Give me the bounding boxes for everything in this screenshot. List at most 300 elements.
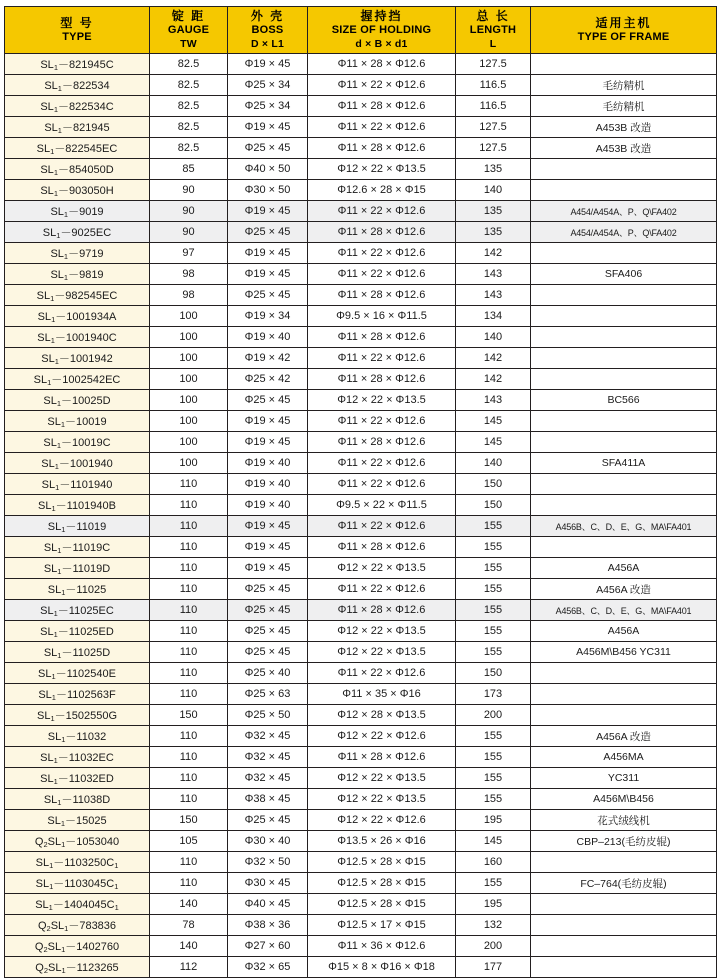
cell-frame: A454/A454A、P、Q\FA402 (531, 201, 717, 222)
cell-gauge: 100 (150, 306, 228, 327)
cell-gauge: 110 (150, 642, 228, 663)
cell-gauge: 140 (150, 936, 228, 957)
cell-holding: Φ11 × 28 × Φ12.6 (308, 600, 456, 621)
cell-frame: A456B、C、D、E、G、MA\FA401 (531, 600, 717, 621)
cell-length: 142 (456, 369, 531, 390)
cell-holding: Φ12 × 28 × Φ13.5 (308, 705, 456, 726)
cell-holding: Φ11 × 28 × Φ12.6 (308, 96, 456, 117)
cell-frame: FC–764(毛纺皮辊) (531, 873, 717, 894)
cell-holding: Φ11 × 28 × Φ12.6 (308, 327, 456, 348)
cell-frame (531, 411, 717, 432)
cell-boss: Φ19 × 45 (228, 537, 308, 558)
column-header-length (456, 7, 531, 54)
cell-holding: Φ12 × 22 × Φ13.5 (308, 558, 456, 579)
cell-frame: 毛纺精机 (531, 75, 717, 96)
cell-length: 142 (456, 243, 531, 264)
cell-boss: Φ19 × 40 (228, 495, 308, 516)
specification-table (4, 6, 717, 978)
cell-frame (531, 495, 717, 516)
cell-frame (531, 54, 717, 75)
cell-length: 150 (456, 495, 531, 516)
table-row (5, 285, 717, 306)
cell-type: $SL_1-11019D$ (5, 558, 150, 579)
cell-boss: Φ19 × 45 (228, 201, 308, 222)
cell-frame: A456A 改造 (531, 726, 717, 747)
cell-frame: A453B 改造 (531, 138, 717, 159)
cell-holding: Φ12 × 22 × Φ13.5 (308, 621, 456, 642)
cell-boss: Φ19 × 40 (228, 453, 308, 474)
table-row (5, 264, 717, 285)
cell-frame (531, 243, 717, 264)
cell-boss: Φ27 × 60 (228, 936, 308, 957)
cell-frame: BC566 (531, 390, 717, 411)
cell-holding: Φ11 × 28 × Φ12.6 (308, 369, 456, 390)
cell-gauge: 110 (150, 852, 228, 873)
cell-holding: Φ12 × 22 × Φ13.5 (308, 159, 456, 180)
cell-type: $SL_1-11025EC$ (5, 600, 150, 621)
cell-boss: Φ19 × 45 (228, 432, 308, 453)
cell-type: $SL_1-903050H$ (5, 180, 150, 201)
cell-length: 155 (456, 621, 531, 642)
table-row (5, 516, 717, 537)
cell-boss: Φ32 × 45 (228, 726, 308, 747)
cell-type: $SL_1-1102540E$ (5, 663, 150, 684)
cell-holding: Φ11 × 28 × Φ12.6 (308, 537, 456, 558)
cell-frame (531, 285, 717, 306)
table-row (5, 558, 717, 579)
column-header-boss-sym: D × L1 (250, 37, 284, 50)
cell-gauge: 110 (150, 537, 228, 558)
table-row (5, 915, 717, 936)
cell-gauge: 150 (150, 810, 228, 831)
cell-gauge: 150 (150, 705, 228, 726)
cell-gauge: 105 (150, 831, 228, 852)
cell-type: $SL_1-1001942$ (5, 348, 150, 369)
cell-frame: A456M\B456 YC311 (531, 642, 717, 663)
cell-length: 155 (456, 642, 531, 663)
cell-holding: Φ12 × 22 × Φ12.6 (308, 726, 456, 747)
cell-length: 155 (456, 579, 531, 600)
cell-frame (531, 915, 717, 936)
cell-type: $SL_1-10025D$ (5, 390, 150, 411)
cell-type: $SL_1-9025EC$ (5, 222, 150, 243)
cell-holding: Φ15 × 8 × Φ16 × Φ18 (308, 957, 456, 978)
cell-holding: Φ11 × 22 × Φ12.6 (308, 411, 456, 432)
cell-boss: Φ25 × 42 (228, 369, 308, 390)
cell-length: 155 (456, 600, 531, 621)
cell-gauge: 100 (150, 453, 228, 474)
cell-gauge: 98 (150, 285, 228, 306)
cell-boss: Φ19 × 45 (228, 516, 308, 537)
cell-holding: Φ11 × 22 × Φ12.6 (308, 75, 456, 96)
column-header-boss-en: BOSS (251, 24, 284, 37)
cell-boss: Φ40 × 50 (228, 159, 308, 180)
cell-boss: Φ25 × 45 (228, 642, 308, 663)
table-row (5, 411, 717, 432)
table-row (5, 579, 717, 600)
cell-holding: Φ13.5 × 26 × Φ16 (308, 831, 456, 852)
cell-length: 135 (456, 222, 531, 243)
table-row (5, 894, 717, 915)
cell-gauge: 82.5 (150, 138, 228, 159)
cell-length: 155 (456, 768, 531, 789)
cell-holding: Φ12.5 × 28 × Φ15 (308, 852, 456, 873)
table-row (5, 537, 717, 558)
table-row (5, 474, 717, 495)
cell-length: 195 (456, 894, 531, 915)
cell-type: $SL_1-11025$ (5, 579, 150, 600)
table-row (5, 243, 717, 264)
table-row (5, 831, 717, 852)
cell-boss: Φ32 × 45 (228, 747, 308, 768)
cell-gauge: 82.5 (150, 96, 228, 117)
table-row (5, 726, 717, 747)
cell-type: $SL_1-1404045C_1$ (5, 894, 150, 915)
cell-frame (531, 684, 717, 705)
cell-boss: Φ38 × 36 (228, 915, 308, 936)
cell-gauge: 100 (150, 348, 228, 369)
column-header-holding (308, 7, 456, 54)
cell-gauge: 110 (150, 747, 228, 768)
cell-holding: Φ11 × 22 × Φ12.6 (308, 474, 456, 495)
cell-type: $SL_1-15025$ (5, 810, 150, 831)
cell-boss: Φ38 × 45 (228, 789, 308, 810)
cell-boss: Φ40 × 45 (228, 894, 308, 915)
cell-frame: A453B 改造 (531, 117, 717, 138)
table-row (5, 810, 717, 831)
cell-holding: Φ11 × 22 × Φ12.6 (308, 579, 456, 600)
cell-gauge: 110 (150, 516, 228, 537)
cell-frame (531, 936, 717, 957)
cell-frame (531, 327, 717, 348)
cell-frame: A456A (531, 558, 717, 579)
cell-gauge: 110 (150, 789, 228, 810)
cell-gauge: 98 (150, 264, 228, 285)
cell-length: 150 (456, 663, 531, 684)
cell-holding: Φ9.5 × 16 × Φ11.5 (308, 306, 456, 327)
cell-boss: Φ19 × 45 (228, 558, 308, 579)
cell-frame (531, 306, 717, 327)
cell-gauge: 82.5 (150, 75, 228, 96)
cell-gauge: 110 (150, 474, 228, 495)
cell-type: $Q_2SL_1-1053040$ (5, 831, 150, 852)
table-row (5, 75, 717, 96)
cell-length: 155 (456, 747, 531, 768)
cell-frame: A456A (531, 621, 717, 642)
cell-holding: Φ11 × 22 × Φ12.6 (308, 663, 456, 684)
cell-boss: Φ19 × 42 (228, 348, 308, 369)
cell-type: $Q_2SL_1-1402760$ (5, 936, 150, 957)
column-header-holding-cn: 握持挡 (360, 9, 403, 24)
cell-boss: Φ19 × 34 (228, 306, 308, 327)
cell-holding: Φ12 × 22 × Φ13.5 (308, 642, 456, 663)
column-header-holding-sym: d × B × d1 (355, 37, 408, 50)
cell-length: 134 (456, 306, 531, 327)
table-row (5, 390, 717, 411)
cell-type: $Q_2SL_1-1123265$ (5, 957, 150, 978)
cell-length: 145 (456, 831, 531, 852)
cell-holding: Φ11 × 35 × Φ16 (308, 684, 456, 705)
cell-frame (531, 432, 717, 453)
cell-holding: Φ12.5 × 17 × Φ15 (308, 915, 456, 936)
cell-type: $Q_2SL_1-783836$ (5, 915, 150, 936)
column-header-type-cn: 型 号 (60, 15, 94, 30)
cell-length: 200 (456, 705, 531, 726)
cell-type: $SL_1-9819$ (5, 264, 150, 285)
table-row (5, 495, 717, 516)
cell-type: $SL_1-11025ED$ (5, 621, 150, 642)
cell-length: 127.5 (456, 54, 531, 75)
column-header-type-en: TYPE (62, 30, 92, 43)
cell-type: $SL_1-11019C$ (5, 537, 150, 558)
cell-gauge: 110 (150, 726, 228, 747)
cell-length: 140 (456, 453, 531, 474)
table-row (5, 768, 717, 789)
cell-gauge: 110 (150, 768, 228, 789)
cell-frame: SFA411A (531, 453, 717, 474)
cell-frame: 毛纺精机 (531, 96, 717, 117)
cell-type: $SL_1-11032$ (5, 726, 150, 747)
cell-length: 155 (456, 726, 531, 747)
cell-type: $SL_1-821945$ (5, 117, 150, 138)
table-row (5, 663, 717, 684)
cell-type: $SL_1-1502550G$ (5, 705, 150, 726)
table-row (5, 705, 717, 726)
cell-holding: Φ11 × 28 × Φ12.6 (308, 747, 456, 768)
table-row (5, 54, 717, 75)
cell-boss: Φ19 × 45 (228, 243, 308, 264)
cell-type: $SL_1-9719$ (5, 243, 150, 264)
cell-gauge: 100 (150, 411, 228, 432)
cell-holding: Φ9.5 × 22 × Φ11.5 (308, 495, 456, 516)
cell-length: 155 (456, 516, 531, 537)
cell-length: 143 (456, 264, 531, 285)
cell-boss: Φ25 × 45 (228, 621, 308, 642)
cell-frame (531, 180, 717, 201)
cell-length: 127.5 (456, 117, 531, 138)
cell-boss: Φ25 × 50 (228, 705, 308, 726)
cell-length: 160 (456, 852, 531, 873)
cell-type: $SL_1-1002542EC$ (5, 369, 150, 390)
cell-holding: Φ11 × 22 × Φ12.6 (308, 264, 456, 285)
table-header-row (5, 7, 717, 54)
cell-type: $SL_1-854050D$ (5, 159, 150, 180)
cell-holding: Φ11 × 22 × Φ12.6 (308, 243, 456, 264)
cell-length: 116.5 (456, 75, 531, 96)
table-row (5, 96, 717, 117)
cell-gauge: 110 (150, 621, 228, 642)
cell-length: 145 (456, 432, 531, 453)
cell-type: $SL_1-9019$ (5, 201, 150, 222)
cell-frame (531, 852, 717, 873)
table-row (5, 873, 717, 894)
column-header-gauge-cn: 锭 距 (171, 9, 206, 24)
cell-gauge: 90 (150, 222, 228, 243)
cell-type: $SL_1-10019C$ (5, 432, 150, 453)
table-row (5, 957, 717, 978)
cell-boss: Φ32 × 50 (228, 852, 308, 873)
cell-type: $SL_1-1101940B$ (5, 495, 150, 516)
cell-length: 155 (456, 789, 531, 810)
cell-gauge: 110 (150, 558, 228, 579)
cell-boss: Φ25 × 34 (228, 75, 308, 96)
cell-length: 150 (456, 474, 531, 495)
table-row (5, 369, 717, 390)
cell-length: 135 (456, 159, 531, 180)
cell-holding: Φ11 × 22 × Φ12.6 (308, 201, 456, 222)
cell-holding: Φ11 × 28 × Φ12.6 (308, 54, 456, 75)
table-row (5, 432, 717, 453)
table-row (5, 222, 717, 243)
table-row (5, 138, 717, 159)
cell-length: 155 (456, 537, 531, 558)
table-row (5, 306, 717, 327)
table-row (5, 600, 717, 621)
cell-holding: Φ11 × 22 × Φ12.6 (308, 117, 456, 138)
cell-length: 135 (456, 201, 531, 222)
cell-length: 173 (456, 684, 531, 705)
cell-gauge: 112 (150, 957, 228, 978)
cell-frame: SFA406 (531, 264, 717, 285)
cell-boss: Φ19 × 45 (228, 54, 308, 75)
cell-boss: Φ19 × 40 (228, 327, 308, 348)
cell-holding: Φ11 × 22 × Φ12.6 (308, 453, 456, 474)
column-header-gauge-sym: TW (180, 37, 197, 50)
column-header-length-en: LENGTH (469, 24, 517, 37)
cell-frame: A454/A454A、P、Q\FA402 (531, 222, 717, 243)
cell-length: 127.5 (456, 138, 531, 159)
cell-boss: Φ25 × 45 (228, 579, 308, 600)
cell-holding: Φ11 × 28 × Φ12.6 (308, 432, 456, 453)
cell-gauge: 85 (150, 159, 228, 180)
column-header-holding-en: SIZE OF HOLDING (331, 24, 432, 37)
cell-gauge: 90 (150, 201, 228, 222)
cell-length: 200 (456, 936, 531, 957)
cell-type: $SL_1-11032ED$ (5, 768, 150, 789)
cell-frame: A456M\B456 (531, 789, 717, 810)
cell-gauge: 110 (150, 600, 228, 621)
table-row (5, 621, 717, 642)
cell-gauge: 90 (150, 180, 228, 201)
cell-frame (531, 159, 717, 180)
cell-holding: Φ11 × 28 × Φ12.6 (308, 222, 456, 243)
cell-frame: A456B、C、D、E、G、MA\FA401 (531, 516, 717, 537)
cell-gauge: 100 (150, 369, 228, 390)
cell-holding: Φ11 × 28 × Φ12.6 (308, 285, 456, 306)
cell-length: 155 (456, 558, 531, 579)
cell-type: $SL_1-822534C$ (5, 96, 150, 117)
cell-gauge: 110 (150, 684, 228, 705)
cell-type: $SL_1-822545EC$ (5, 138, 150, 159)
cell-type: $SL_1-11032EC$ (5, 747, 150, 768)
table-body (5, 54, 717, 978)
cell-gauge: 110 (150, 873, 228, 894)
cell-holding: Φ12.6 × 28 × Φ15 (308, 180, 456, 201)
table-row (5, 747, 717, 768)
cell-boss: Φ25 × 63 (228, 684, 308, 705)
cell-boss: Φ30 × 40 (228, 831, 308, 852)
table-row (5, 180, 717, 201)
cell-frame (531, 894, 717, 915)
column-header-gauge-en: GAUGE (167, 24, 210, 37)
cell-type: $SL_1-10019$ (5, 411, 150, 432)
cell-boss: Φ25 × 45 (228, 390, 308, 411)
cell-type: $SL_1-1001934A$ (5, 306, 150, 327)
cell-type: $SL_1-982545EC$ (5, 285, 150, 306)
cell-boss: Φ19 × 45 (228, 411, 308, 432)
cell-frame: YC311 (531, 768, 717, 789)
cell-length: 143 (456, 285, 531, 306)
cell-type: $SL_1-822534$ (5, 75, 150, 96)
cell-boss: Φ25 × 45 (228, 810, 308, 831)
cell-length: 195 (456, 810, 531, 831)
cell-boss: Φ19 × 40 (228, 474, 308, 495)
cell-frame (531, 474, 717, 495)
cell-type: $SL_1-1103250C_1$ (5, 852, 150, 873)
cell-boss: Φ19 × 45 (228, 117, 308, 138)
cell-gauge: 82.5 (150, 54, 228, 75)
cell-boss: Φ25 × 45 (228, 138, 308, 159)
cell-length: 177 (456, 957, 531, 978)
cell-boss: Φ25 × 45 (228, 285, 308, 306)
cell-boss: Φ25 × 34 (228, 96, 308, 117)
table-row (5, 117, 717, 138)
column-header-frame-en: TYPE OF FRAME (577, 30, 670, 43)
column-header-type (5, 7, 150, 54)
cell-type: $SL_1-1001940C$ (5, 327, 150, 348)
cell-type: $SL_1-1001940$ (5, 453, 150, 474)
cell-type: $SL_1-11038D$ (5, 789, 150, 810)
cell-gauge: 100 (150, 327, 228, 348)
cell-gauge: 78 (150, 915, 228, 936)
table-row (5, 453, 717, 474)
cell-holding: Φ12.5 × 28 × Φ15 (308, 894, 456, 915)
table-row (5, 327, 717, 348)
cell-gauge: 82.5 (150, 117, 228, 138)
cell-holding: Φ11 × 22 × Φ12.6 (308, 348, 456, 369)
cell-boss: Φ19 × 45 (228, 264, 308, 285)
cell-holding: Φ11 × 22 × Φ12.6 (308, 516, 456, 537)
cell-frame (531, 705, 717, 726)
cell-boss: Φ25 × 45 (228, 600, 308, 621)
cell-boss: Φ25 × 45 (228, 222, 308, 243)
cell-holding: Φ12 × 22 × Φ13.5 (308, 390, 456, 411)
column-header-length-cn: 总 长 (476, 9, 510, 24)
cell-length: 140 (456, 327, 531, 348)
cell-holding: Φ11 × 36 × Φ12.6 (308, 936, 456, 957)
cell-holding: Φ12 × 22 × Φ12.6 (308, 810, 456, 831)
cell-length: 145 (456, 411, 531, 432)
cell-gauge: 100 (150, 390, 228, 411)
table-row (5, 852, 717, 873)
table-header (5, 7, 717, 54)
cell-frame (531, 537, 717, 558)
table-row (5, 684, 717, 705)
cell-frame: 花式绒线机 (531, 810, 717, 831)
table-row (5, 348, 717, 369)
table-row (5, 789, 717, 810)
cell-boss: Φ25 × 40 (228, 663, 308, 684)
cell-gauge: 140 (150, 894, 228, 915)
cell-boss: Φ30 × 45 (228, 873, 308, 894)
cell-length: 155 (456, 873, 531, 894)
cell-gauge: 110 (150, 663, 228, 684)
table-row (5, 642, 717, 663)
cell-frame (531, 348, 717, 369)
cell-frame: A456MA (531, 747, 717, 768)
cell-gauge: 100 (150, 432, 228, 453)
cell-length: 143 (456, 390, 531, 411)
